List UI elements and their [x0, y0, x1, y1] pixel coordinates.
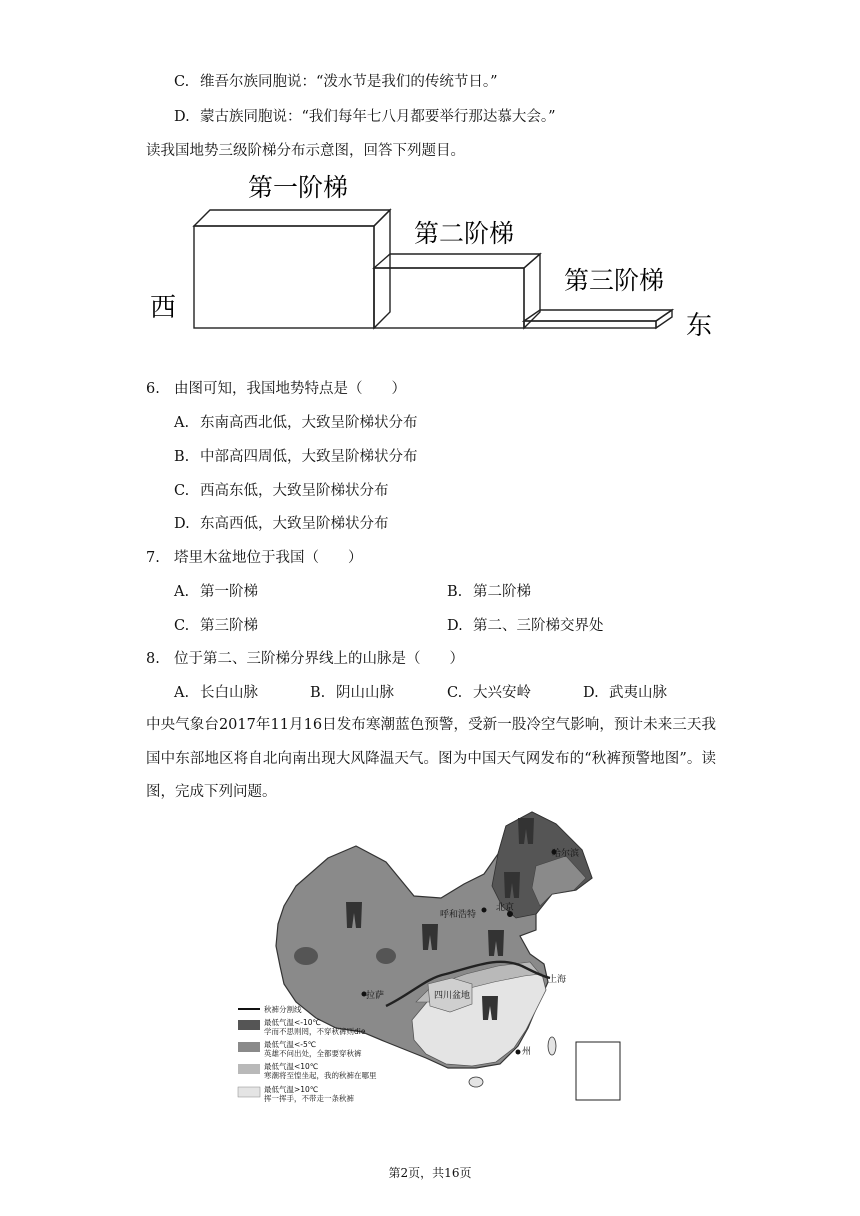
legend-swatch-1	[238, 1020, 260, 1030]
step3-label: 第三阶梯	[564, 266, 665, 295]
option-text: 第一阶梯	[200, 584, 258, 600]
terrain-intro: 读我国地势三级阶梯分布示意图，回答下列题目。	[146, 143, 465, 159]
step1-block	[194, 226, 374, 328]
option-text: 长白山脉	[200, 685, 258, 701]
question-number: 7.	[146, 550, 160, 566]
beijing-label: 北京	[496, 903, 515, 913]
prev-option-d	[174, 107, 556, 127]
question-number: 8.	[146, 651, 160, 667]
legend-item-1-line1: 最低气温<-10℃	[264, 1018, 321, 1027]
step3-side	[656, 310, 672, 328]
step1-side	[374, 210, 390, 328]
option-label: D.	[174, 516, 190, 532]
q6-option-b	[174, 447, 418, 467]
q8-option-d	[583, 683, 667, 703]
terrain-steps-diagram	[146, 168, 716, 348]
q7-option-d	[447, 616, 604, 636]
legend-item-2-line2: 英雄不问出处，全都要穿秋裤	[264, 1049, 362, 1058]
q8-option-a	[174, 683, 258, 703]
guangzhou-dot	[516, 1050, 521, 1055]
weather-intro: 中央气象台2017年11月16日发布寒潮蓝色预警，受新一股冷空气影响，预计未来三天我国中东部地区将自北向南出现大风降温天气。图为中国天气网发布的“秋裤预警地图”。读图，完成下列问题。	[146, 717, 716, 800]
q6-option-d	[174, 514, 389, 534]
page-footer: 第2页，共16页	[388, 1166, 472, 1180]
option-text: 第二阶梯	[473, 584, 531, 600]
shanghai-label: 上海	[548, 975, 567, 985]
step1-top	[194, 210, 390, 226]
harbin-label: 哈尔滨	[552, 849, 580, 859]
legend-item-3-line1: 最低气温<10℃	[264, 1062, 319, 1071]
option-text: 第三阶梯	[200, 618, 258, 634]
q6-option-c	[174, 481, 389, 501]
option-label: A.	[174, 584, 190, 600]
question-number: 6.	[146, 381, 160, 397]
hainan-island	[469, 1077, 483, 1087]
question-stem: 塔里木盆地位于我国（ ）	[174, 550, 363, 566]
option-text: 中部高四周低，大致呈阶梯状分布	[200, 449, 418, 465]
q7-option-c	[174, 616, 258, 636]
option-label: C.	[174, 74, 190, 90]
tibet-cold-patch-2	[376, 948, 396, 964]
tibet-cold-patch-1	[294, 947, 318, 965]
question-8	[146, 649, 464, 669]
legend-item-2-line1: 最低气温<-5℃	[264, 1040, 317, 1049]
option-text: 阴山山脉	[336, 685, 394, 701]
option-label: C.	[447, 685, 463, 701]
legend-swatch-4	[238, 1087, 260, 1097]
question-6	[146, 379, 406, 399]
step2-top	[374, 254, 540, 268]
legend-item-0: 秋裤分割线	[264, 1005, 302, 1014]
q7-option-a	[174, 582, 258, 602]
prev-option-c	[174, 72, 498, 92]
option-text: 维吾尔族同胞说：“泼水节是我们的传统节日。”	[200, 74, 498, 90]
option-label: A.	[174, 415, 190, 431]
q6-option-a	[174, 413, 418, 433]
option-label: C.	[174, 483, 190, 499]
long-johns-warning-map	[236, 806, 626, 1112]
legend-item-1-line2: 学而不思则罔，不穿秋裤则die	[264, 1027, 366, 1036]
question-stem: 由图可知，我国地势特点是（ ）	[174, 381, 406, 397]
q8-option-b	[310, 683, 394, 703]
option-text: 西高东低，大致呈阶梯状分布	[200, 483, 389, 499]
south-china-sea-inset	[576, 1042, 620, 1100]
option-label: B.	[310, 685, 326, 701]
option-text: 第二、三阶梯交界处	[473, 618, 604, 634]
question-7	[146, 548, 363, 568]
lhasa-label: 拉萨	[366, 991, 385, 1001]
option-text: 武夷山脉	[609, 685, 667, 701]
legend-item-4-line2: 挥一挥手，不带走一条秋裤	[264, 1094, 354, 1103]
step2-side	[524, 254, 540, 328]
q8-option-c	[447, 683, 531, 703]
hohhot-dot	[482, 908, 487, 913]
option-label: D.	[447, 618, 463, 634]
option-label: C.	[174, 618, 190, 634]
step1-label: 第一阶梯	[248, 173, 349, 202]
step3-block	[524, 321, 656, 328]
guangzhou-label: 州	[522, 1047, 532, 1057]
q7-option-b	[447, 582, 531, 602]
option-label: B.	[447, 584, 463, 600]
hohhot-label: 呼和浩特	[440, 910, 477, 920]
legend-item-3-line2: 寒潮将至惶坐起，我的秋裤在哪里	[264, 1071, 377, 1080]
legend-item-4-line1: 最低气温>10℃	[264, 1085, 319, 1094]
option-text: 蒙古族同胞说：“我们每年七八月都要举行那达慕大会。”	[200, 109, 556, 125]
option-label: A.	[174, 685, 190, 701]
option-label: B.	[174, 449, 190, 465]
legend-swatch-2	[238, 1042, 260, 1052]
option-text: 大兴安岭	[473, 685, 531, 701]
option-text: 东南高西北低，大致呈阶梯状分布	[200, 415, 418, 431]
question-stem: 位于第二、三阶梯分界线上的山脉是（ ）	[174, 651, 464, 667]
east-label: 东	[686, 311, 713, 341]
west-label: 西	[150, 293, 177, 323]
taiwan-island	[548, 1037, 556, 1055]
option-label: D.	[174, 109, 190, 125]
step3-top	[524, 310, 672, 321]
legend-swatch-3	[238, 1064, 260, 1074]
option-label: D.	[583, 685, 599, 701]
option-text: 东高西低，大致呈阶梯状分布	[200, 516, 389, 532]
step2-block	[374, 268, 524, 328]
step2-label: 第二阶梯	[414, 219, 515, 248]
sichuan-label: 四川盆地	[434, 991, 471, 1001]
